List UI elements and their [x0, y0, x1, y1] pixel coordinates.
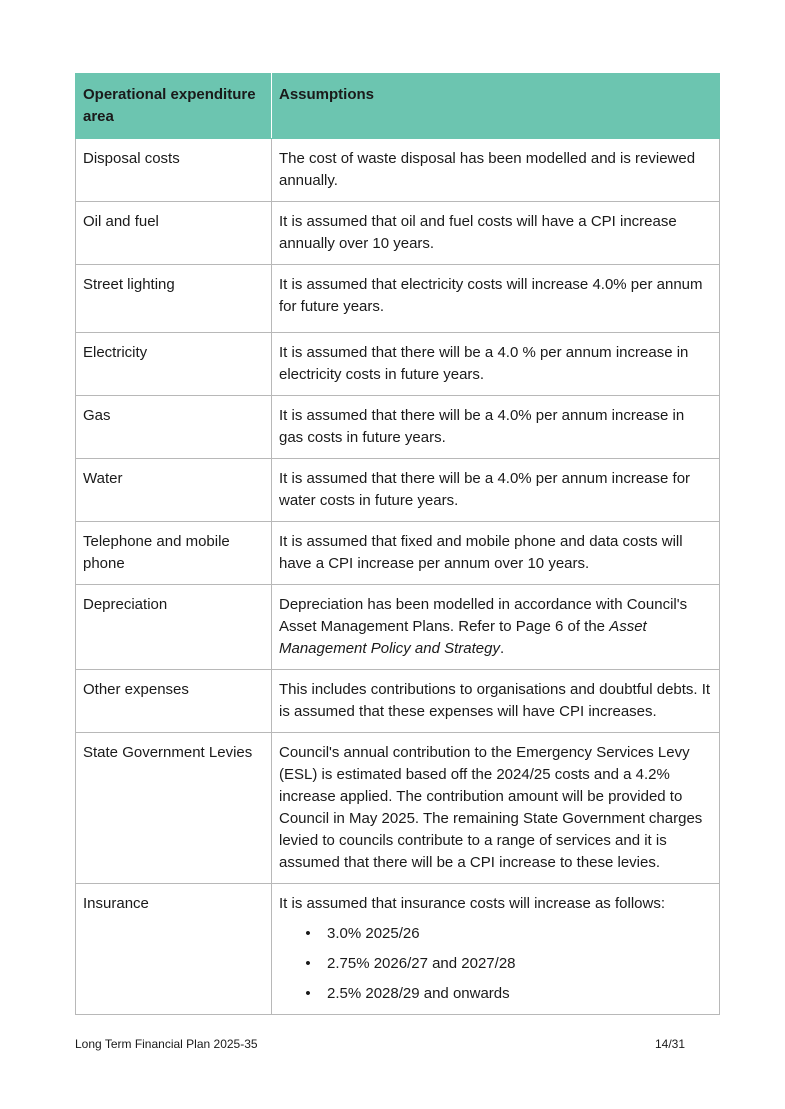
table-row: [76, 585, 720, 670]
row-assumption: It is assumed that there will be a 4.0 % per annum increase in electricity costs in future years.: [272, 333, 720, 396]
footer-page-number: 14/31: [654, 1037, 685, 1051]
row-area: Electricity: [76, 333, 272, 396]
row-area: Telephone and mobile phone: [76, 522, 272, 585]
table-row: [76, 733, 720, 884]
row-assumption: The cost of waste disposal has been modelled and is reviewed annually.: [272, 139, 720, 202]
list-item: [305, 923, 712, 945]
table-row: [76, 333, 720, 396]
list-item-text: 3.0% 2025/26: [327, 925, 420, 942]
row-assumption: Council's annual contribution to the Emergency Services Levy (ESL) is estimated based off the 2024/25 costs and a 4.2% increase applied. The contribution amount will be provided to Council in May 2025. The remaining State Government charges levied to councils contribute to a range of services and it is assumed that there will be a CPI increase to these levies.: [272, 733, 720, 884]
row-area: Insurance: [76, 884, 272, 1015]
list-item-text: 2.5% 2028/29 and onwards: [327, 985, 510, 1002]
row-assumption: It is assumed that fixed and mobile phone and data costs will have a CPI increase per annum over 10 years.: [272, 522, 720, 585]
bullet-icon: •: [305, 955, 311, 972]
table-row: [76, 522, 720, 585]
row-assumption: It is assumed that electricity costs will increase 4.0% per annum for future years.: [272, 265, 720, 333]
table-row: [76, 396, 720, 459]
table-row: [76, 459, 720, 522]
row-area: Gas: [76, 396, 272, 459]
row-area: Depreciation: [76, 585, 272, 670]
row-area: State Government Levies: [76, 733, 272, 884]
row-area: Oil and fuel: [76, 202, 272, 265]
table-row: [76, 884, 720, 1015]
list-item-text: 2.75% 2026/27 and 2027/28: [327, 955, 516, 972]
row-area: Other expenses: [76, 670, 272, 733]
row-assumption: It is assumed that there will be a 4.0% per annum increase for water costs in future years.: [272, 459, 720, 522]
assumption-text-end: .: [499, 640, 505, 657]
list-item: [305, 953, 712, 975]
table-row: [76, 265, 720, 333]
assumption-text: Depreciation has been modelled in accordance with Council's Asset Management Plans. Refer to Page 6 of the: [279, 596, 688, 635]
row-assumption: It is assumed that oil and fuel costs will have a CPI increase annually over 10 years.: [272, 202, 720, 265]
bullet-icon: •: [305, 985, 311, 1002]
assumptions-table: [75, 73, 720, 1015]
insurance-bullet-list: [279, 923, 712, 1005]
row-assumption: [272, 884, 720, 1015]
row-area: Disposal costs: [76, 139, 272, 202]
assumption-text: It is assumed that insurance costs will increase as follows:: [279, 895, 665, 912]
row-area: Water: [76, 459, 272, 522]
footer-document-title: Long Term Financial Plan 2025-35: [75, 1037, 258, 1051]
table-row: [76, 139, 720, 202]
bullet-icon: •: [305, 925, 311, 942]
row-assumption: It is assumed that there will be a 4.0% per annum increase in gas costs in future years.: [272, 396, 720, 459]
row-assumption: [272, 585, 720, 670]
row-area: Street lighting: [76, 265, 272, 333]
row-assumption: This includes contributions to organisations and doubtful debts. It is assumed that these expenses will have CPI increases.: [272, 670, 720, 733]
column-header-assumptions: Assumptions: [272, 74, 720, 139]
list-item: [305, 983, 712, 1005]
document-reference: Asset Management Policy and Strategy: [279, 618, 647, 657]
column-header-area: Operational expenditure area: [76, 74, 272, 139]
table-header-row: [76, 74, 720, 139]
table-row: [76, 202, 720, 265]
table-row: [76, 670, 720, 733]
